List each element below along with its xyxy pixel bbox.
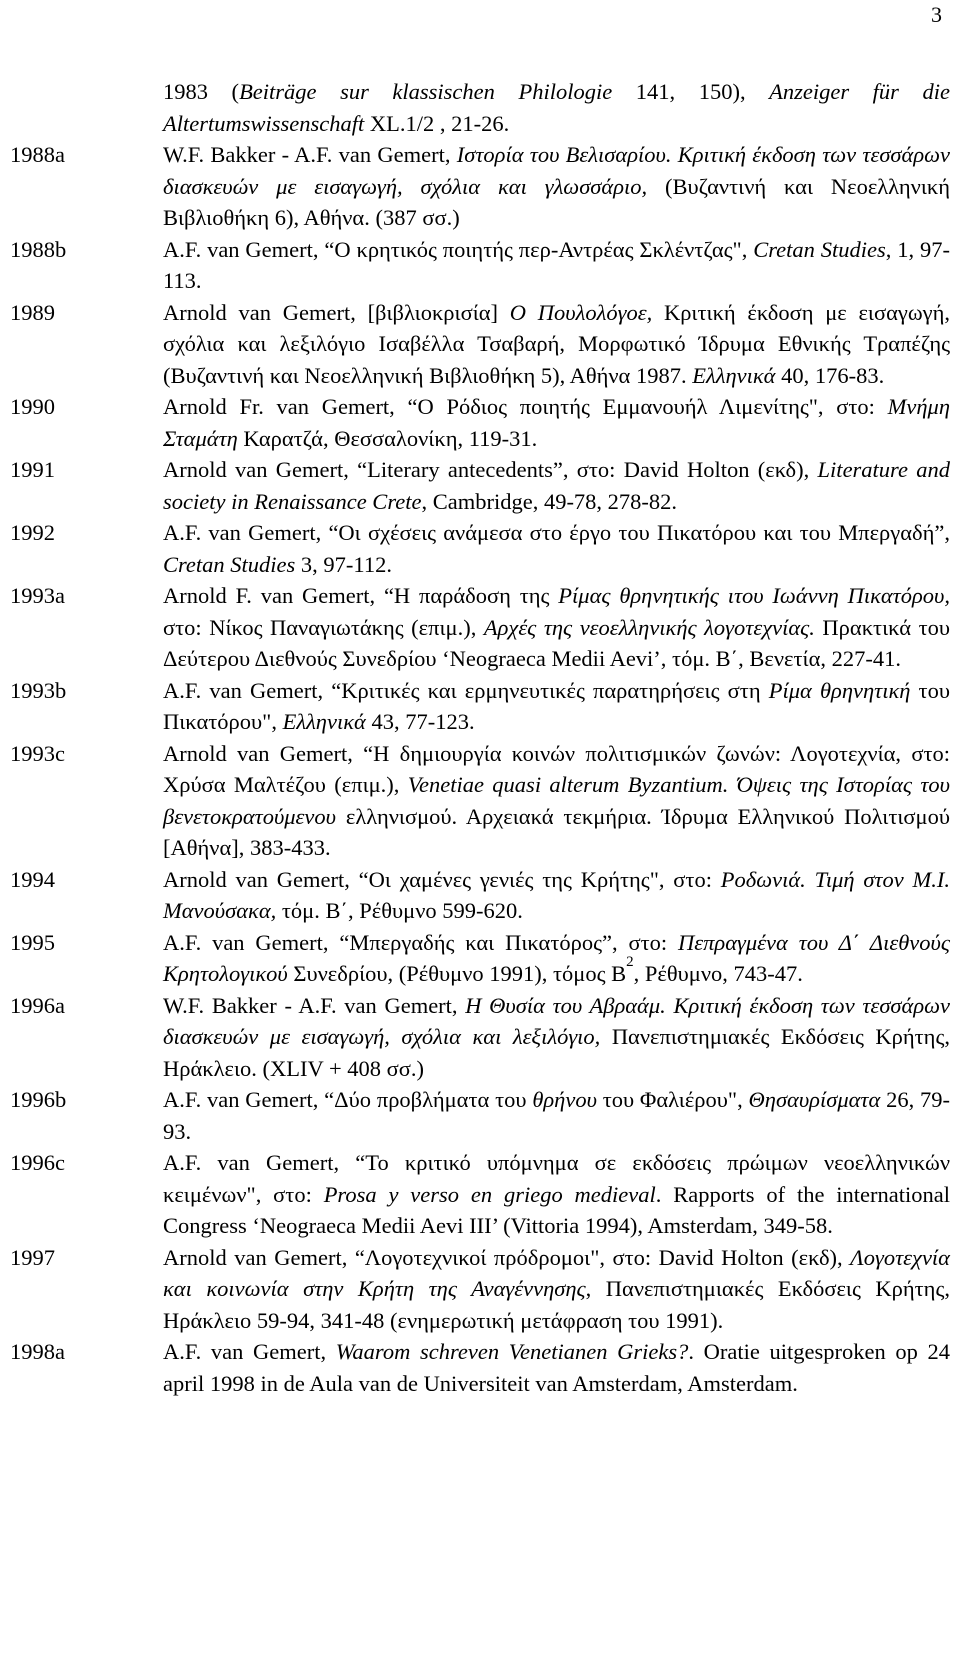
entry-citation (163, 391, 950, 454)
bibliography-entry (10, 864, 950, 927)
bibliography-entry (10, 580, 950, 675)
entry-citation (163, 76, 950, 139)
citation-italic-text: Ιστορία του Βελισαρίου. Κριτική έκδοση των τεσσάρων διασκευών με εισαγωγή, σχόλια και γλωσσάριο, (163, 142, 951, 199)
entry-year: 1994 (10, 866, 55, 892)
bibliography-list (10, 76, 950, 1399)
citation-text: Κριτική έκδοση με εισαγωγή, σχόλια και λεξιλόγιο Ισαβέλλα Τσαβαρή, Μορφωτικό Ίδρυμα Εθνικής Τραπέζης (Βυζαντινή και Νεοελληνική Βιβλιοθήκη 5), Αθήνα 1987. (163, 299, 950, 388)
entry-citation (163, 1336, 950, 1399)
citation-text: Arnold van Gemert, “Literary antecedents”, στο: David Holton (εκδ), (163, 457, 818, 482)
citation-text: , 1, 97-113. (163, 236, 950, 293)
entry-year: 1990 (10, 394, 55, 419)
citation-italic-text: Ροδωνιά. Τιμή στον Μ.Ι. Μανούσακα, (163, 866, 950, 923)
citation-italic-text: Μνήμη Σταμάτη (163, 394, 950, 451)
entry-citation (163, 990, 950, 1085)
entry-year: 1991 (10, 457, 55, 482)
entry-year: 1992 (10, 520, 55, 545)
citation-italic-text: θρήνου (532, 1087, 597, 1112)
entry-year: 1996a (10, 992, 65, 1018)
entry-citation (163, 927, 950, 990)
citation-text: W.F. Bakker - A.F. van Gemert, (163, 992, 466, 1018)
citation-text: Πρακτικά του Δεύτερου Διεθνούς Συνεδρίου ‘Neograeca Medii Aevi’, τόμ. Β΄, Βενετία, 227-41. (163, 614, 951, 671)
citation-text: Arnold van Gemert, “Η δημιουργία κοινών πολιτισμικών ζωνών: Λογοτεχνία, στο: Χρύσα Μαλτέζου (επιμ.), (163, 740, 950, 797)
citation-text: Συνεδρίου, (Ρέθυμνο 1991), τόμος Β (287, 961, 627, 986)
citation-text: 26, 79-93. (163, 1087, 951, 1144)
entry-citation (163, 864, 950, 927)
entry-year: 1989 (10, 299, 55, 325)
citation-text: Arnold F. van Gemert, “Η παράδοση της (163, 583, 559, 608)
citation-italic-text: Cretan Studies (163, 551, 296, 577)
citation-italic-text: Ελληνικά (692, 362, 776, 388)
citation-italic-text: Θησαυρίσματα (748, 1087, 881, 1112)
citation-superscript: 2 (626, 954, 634, 970)
bibliography-entry (10, 1084, 950, 1147)
entry-citation (163, 580, 950, 675)
entry-citation (163, 1084, 950, 1147)
entry-year: 1988a (10, 142, 65, 167)
entry-citation (163, 675, 950, 738)
bibliography-entry (10, 391, 950, 454)
bibliography-entry (10, 76, 950, 139)
citation-text: . Rapports of the international Congress ‘Neograeca Medii Aevi III’ (Vittoria 1994), Amsterdam, 349-58. (163, 1181, 950, 1238)
entry-year: 1993a (10, 583, 65, 608)
bibliography-entry (10, 1147, 950, 1242)
citation-italic-text: Waarom schreven Venetianen Grieks? (335, 1339, 689, 1364)
citation-text: A.F. van Gemert, “Κριτικές και ερμηνευτικές παρατηρήσεις στη (163, 677, 769, 703)
entry-citation (163, 234, 950, 297)
citation-text: 43, 77-123. (365, 709, 475, 734)
citation-text: τόμ. Β΄, Ρέθυμνο 599-620. (276, 898, 523, 923)
citation-text: 1983 ( (163, 79, 240, 104)
citation-text: A.F. van Gemert, “Δύο προβλήματα του (163, 1087, 533, 1112)
citation-italic-text: Πεπραγμένα του Δ΄ Διεθνούς Κρητολογικού (163, 929, 950, 986)
citation-italic-text: Anzeiger für die Altertumswissenschaft (163, 79, 950, 136)
entry-citation (163, 517, 950, 580)
citation-italic-text: Η Θυσία του Αβραάμ. Κριτική έκδοση των τεσσάρων διασκευών με εισαγωγή, σχόλια και λεξιλόγιο, (163, 992, 950, 1049)
entry-year: 1996c (10, 1150, 65, 1175)
citation-text: 3, 97-112. (295, 551, 392, 577)
entry-citation (163, 1147, 950, 1242)
entry-year: 1993b (10, 677, 67, 703)
citation-text: , Πανεπιστημιακές Εκδόσεις Κρήτης, Ηράκλειο 59-94, 341-48 (ενημερωτική μετάφραση του 1991). (163, 1276, 950, 1333)
citation-text: Πανεπιστημιακές Εκδόσεις Κρήτης, Ηράκλειο. (XLIV + 408 σσ.) (163, 1024, 950, 1081)
citation-text: A.F. van Gemert, “Μπεργαδής και Πικατόρος”, στο: (163, 929, 679, 955)
citation-text: A.F. van Gemert, “Οι σχέσεις ανάμεσα στο έργο του Πικατόρου και του Μπεργαδή”, (163, 520, 950, 545)
entry-citation (163, 454, 950, 517)
citation-text: A.F. van Gemert, (163, 1339, 336, 1364)
citation-text: Arnold van Gemert, “Λογοτεχνικοί πρόδρομοι", στο: David Holton (εκδ), (163, 1244, 851, 1270)
citation-italic-text: Literature and society in Renaissance Crete (163, 457, 950, 514)
citation-italic-text: Λογοτεχνία και κοινωνία στην Κρήτη της Αναγέννησης (163, 1244, 950, 1301)
entry-year: 1997 (10, 1244, 55, 1270)
citation-text: ελληνισμού. Αρχειακά τεκμήρια. Ίδρυμα Ελληνικού Πολιτισμού [Αθήνα], 383-433. (163, 803, 950, 860)
bibliography-entry (10, 454, 950, 517)
citation-italic-text: Cretan Studies (753, 236, 886, 262)
citation-italic-text: Ελληνικά (282, 709, 366, 734)
citation-text: στο: Νίκος Παναγιωτάκης (επιμ.), (163, 614, 484, 640)
citation-text: . Oratie uitgesproken op 24 april 1998 in de Aula van de Universiteit van Amsterdam, Amsterdam. (163, 1339, 950, 1396)
citation-italic-text: Venetiae quasi alterum Byzantium. Όψεις της Ιστορίας του βενετοκρατούμενου (163, 772, 950, 829)
citation-italic-text: Ο Πουλολόγοε, (509, 299, 653, 325)
bibliography-entry (10, 927, 950, 990)
bibliography-entry (10, 139, 950, 234)
citation-text: XL.1/2 , 21-26. (364, 110, 510, 136)
bibliography-entry (10, 1336, 950, 1399)
entry-year: 1988b (10, 236, 67, 262)
citation-text: , Ρέθυμνο, 743-47. (633, 961, 803, 986)
citation-text: του Φαλιέρου", (596, 1087, 749, 1112)
citation-text: , Cambridge, 49-78, 278-82. (421, 488, 678, 514)
citation-text: Arnold van Gemert, “Οι χαμένες γενιές της Κρήτης", στο: (163, 866, 721, 892)
entry-year: 1996b (10, 1087, 67, 1112)
citation-text: 141, 150), (612, 79, 770, 104)
bibliography-entry (10, 675, 950, 738)
entry-citation (163, 738, 950, 864)
page-number: 3 (931, 2, 942, 27)
bibliography-entry (10, 1242, 950, 1337)
bibliography-entry (10, 297, 950, 392)
citation-text: 40, 176-83. (775, 362, 885, 388)
bibliography-entry (10, 738, 950, 864)
citation-text: A.F. van Gemert, “Το κριτικό υπόμνημα σε εκδόσεις πρώιμων νεοελληνικών κειμένων", στο: (163, 1150, 950, 1207)
entry-citation (163, 297, 950, 392)
entry-citation (163, 139, 950, 234)
bibliography-entry (10, 990, 950, 1085)
citation-text: Arnold Fr. van Gemert, “Ο Ρόδιος ποιητής Εμμανουήλ Λιμενίτης", στο: (163, 394, 888, 419)
entry-year: 1995 (10, 929, 55, 955)
citation-text: A.F. van Gemert, “Ο κρητικός ποιητής περ-Αντρέας Σκλέντζας", (163, 236, 754, 262)
bibliography-entry (10, 234, 950, 297)
citation-italic-text: Αρχές της νεοελληνικής λογοτεχνίας. (483, 614, 815, 640)
entry-year: 1998a (10, 1339, 65, 1364)
entry-year: 1993c (10, 740, 65, 766)
entry-year (10, 76, 163, 139)
bibliography-entry (10, 517, 950, 580)
citation-italic-text: Beiträge sur klassischen Philologie (239, 79, 613, 104)
citation-italic-text: Ρίμας θρηνητικής ιτου Ιωάννη Πικατόρου, (558, 583, 950, 608)
citation-italic-text: Ρίμα θρηνητική (768, 677, 911, 703)
citation-text: του Πικατόρου", (163, 677, 950, 734)
citation-text: Arnold van Gemert, [βιβλιοκρισία] (163, 299, 510, 325)
citation-text: Καρατζά, Θεσσαλονίκη, 119-31. (237, 425, 538, 451)
citation-italic-text: Prosa y verso en griego medieval (323, 1181, 656, 1207)
citation-text: (Βυζαντινή και Νεοελληνική Βιβλιοθήκη 6), Αθήνα. (387 σσ.) (163, 173, 950, 230)
entry-citation (163, 1242, 950, 1337)
citation-text: W.F. Bakker - A.F. van Gemert, (163, 142, 457, 167)
